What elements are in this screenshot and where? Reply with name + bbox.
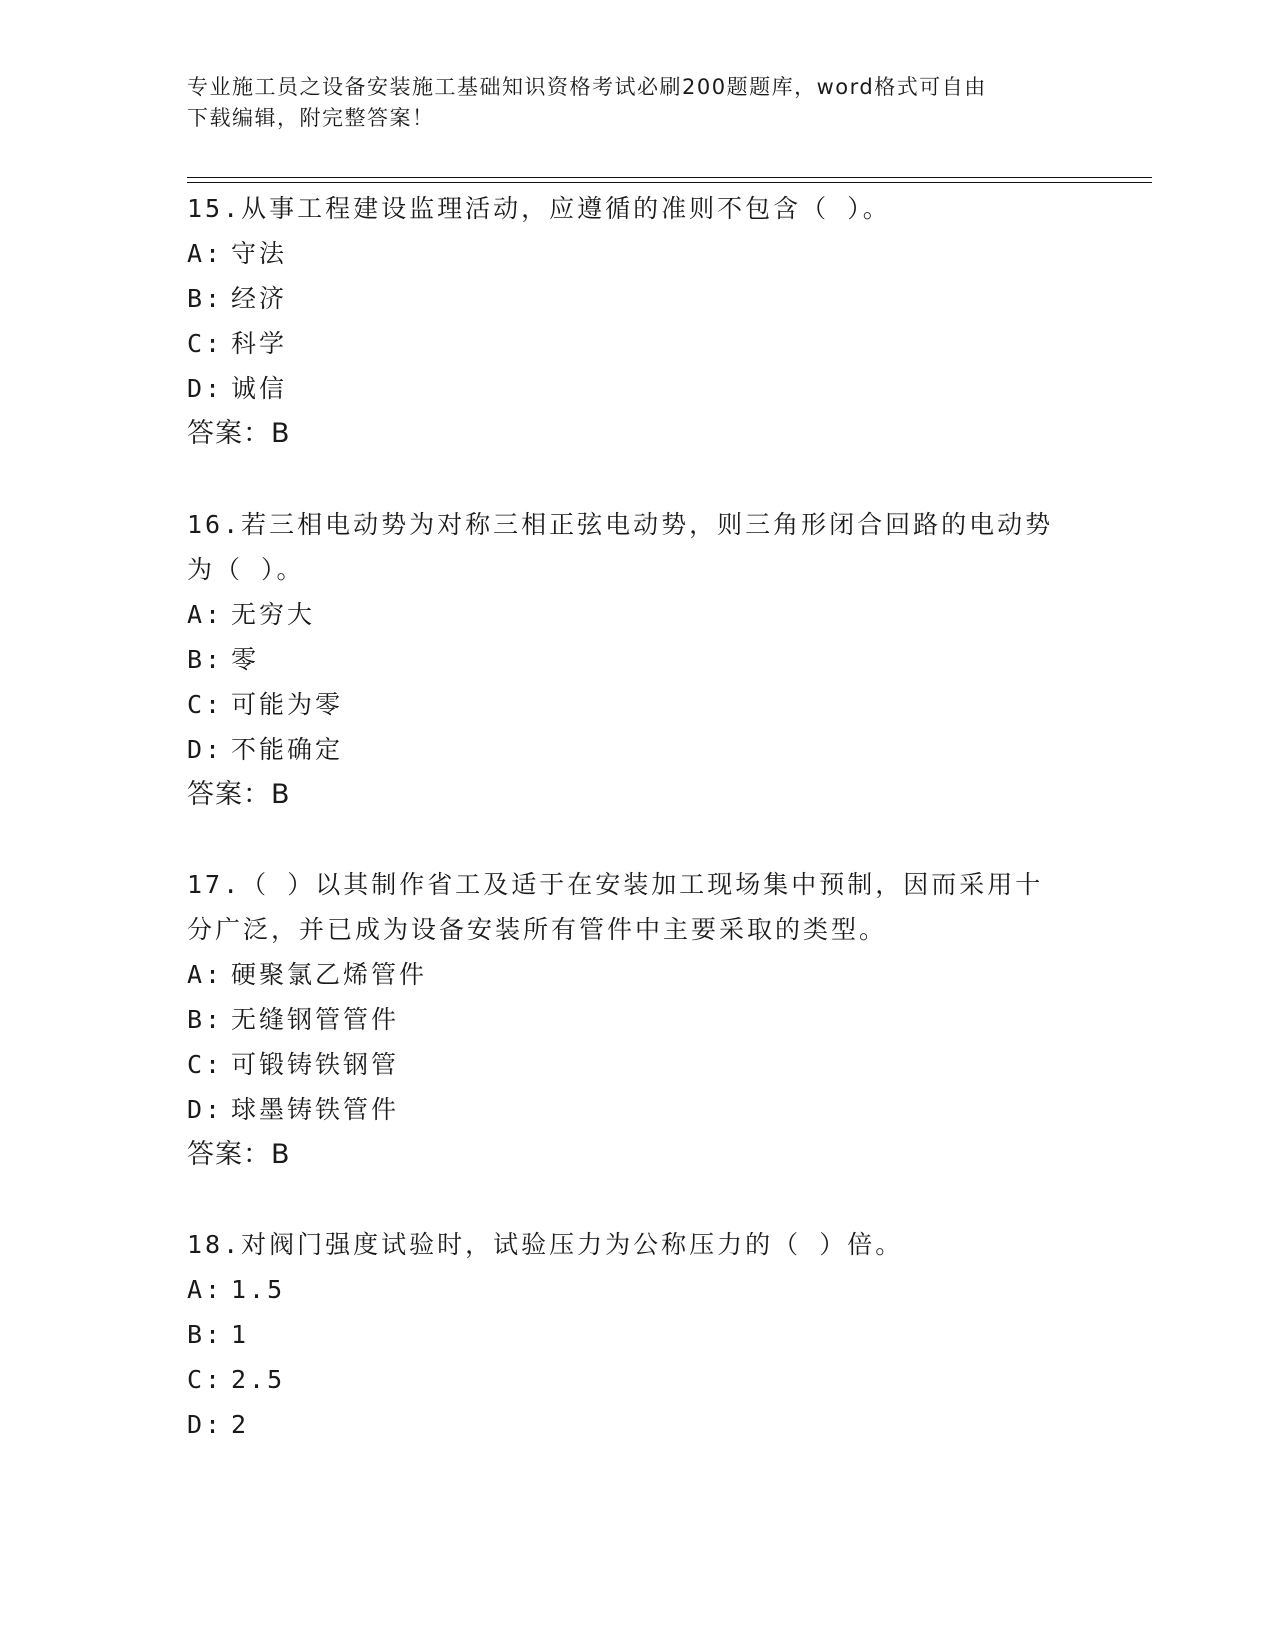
question-18-option-c — [187, 1357, 285, 1403]
option-text: 1 — [231, 1320, 250, 1349]
question-16-option-d — [187, 727, 343, 773]
question-17-stem-line-2: 分广泛，并已成为设备安装所有管件中主要采取的类型。 — [187, 915, 888, 944]
option-text: 2.5 — [231, 1365, 286, 1394]
option-key: A: — [187, 239, 224, 268]
question-15-option-c — [187, 321, 287, 367]
title-line-1: 专业施工员之设备安装施工基础知识资格考试必刷200题题库，word格式可自由 — [187, 75, 987, 99]
question-16-answer: 答案：B — [187, 779, 291, 810]
question-17-option-c — [187, 1042, 399, 1088]
option-key: A: — [187, 960, 224, 989]
option-key: B: — [187, 1005, 224, 1034]
question-15-option-d — [187, 366, 287, 412]
option-key: B: — [187, 284, 224, 313]
title-line-2: 下载编辑，附完整答案！ — [187, 106, 435, 130]
question-16-stem-line-1: 16.若三相电动势为对称三相正弦电动势，则三角形闭合回路的电动势 — [187, 510, 1054, 539]
option-key: C: — [187, 1365, 224, 1394]
question-16-stem-line-2: 为（ ）。 — [187, 555, 305, 584]
option-text: 硬聚氯乙烯管件 — [231, 960, 428, 989]
header-divider-bottom — [187, 182, 1152, 183]
option-text: 无缝钢管管件 — [231, 1005, 400, 1034]
option-key: A: — [187, 600, 224, 629]
question-16-option-a — [187, 592, 315, 638]
option-text: 科学 — [231, 329, 288, 358]
question-15-answer: 答案：B — [187, 418, 291, 449]
option-key: D: — [187, 1410, 224, 1439]
option-key: B: — [187, 1320, 224, 1349]
option-text: 无穷大 — [231, 600, 316, 629]
option-text: 1.5 — [231, 1275, 286, 1304]
option-key: D: — [187, 735, 224, 764]
question-17-stem-line-1: 17.（ ）以其制作省工及适于在安装加工现场集中预制，因而采用十 — [187, 870, 1044, 899]
option-key: D: — [187, 1095, 224, 1124]
question-17-option-d — [187, 1087, 399, 1133]
question-16-option-c — [187, 682, 343, 728]
option-text: 可能为零 — [231, 690, 344, 719]
document-title — [187, 72, 1067, 134]
question-18-option-a — [187, 1267, 285, 1313]
question-17-option-a — [187, 952, 427, 998]
option-key: C: — [187, 1050, 224, 1079]
question-18-option-d — [187, 1402, 249, 1448]
question-18-option-b — [187, 1312, 249, 1358]
question-15-stem: 15.从事工程建设监理活动，应遵循的准则不包含（ ）。 — [187, 194, 891, 223]
question-18-stem: 18.对阀门强度试验时，试验压力为公称压力的（ ）倍。 — [187, 1230, 904, 1259]
option-text: 球墨铸铁管件 — [231, 1095, 400, 1124]
option-key: B: — [187, 645, 224, 674]
option-text: 守法 — [231, 239, 288, 268]
option-key: A: — [187, 1275, 224, 1304]
option-text: 诚信 — [231, 374, 288, 403]
header-divider-top — [187, 177, 1152, 178]
question-15-option-b — [187, 276, 287, 322]
option-text: 零 — [231, 645, 260, 674]
option-text: 2 — [231, 1410, 250, 1439]
question-15-option-a — [187, 231, 287, 277]
option-key: C: — [187, 329, 224, 358]
option-text: 不能确定 — [231, 735, 344, 764]
option-text: 经济 — [231, 284, 288, 313]
option-text: 可锻铸铁钢管 — [231, 1050, 400, 1079]
question-17-answer: 答案：B — [187, 1139, 291, 1170]
option-key: D: — [187, 374, 224, 403]
question-17-option-b — [187, 997, 399, 1043]
question-16-option-b — [187, 637, 259, 683]
option-key: C: — [187, 690, 224, 719]
